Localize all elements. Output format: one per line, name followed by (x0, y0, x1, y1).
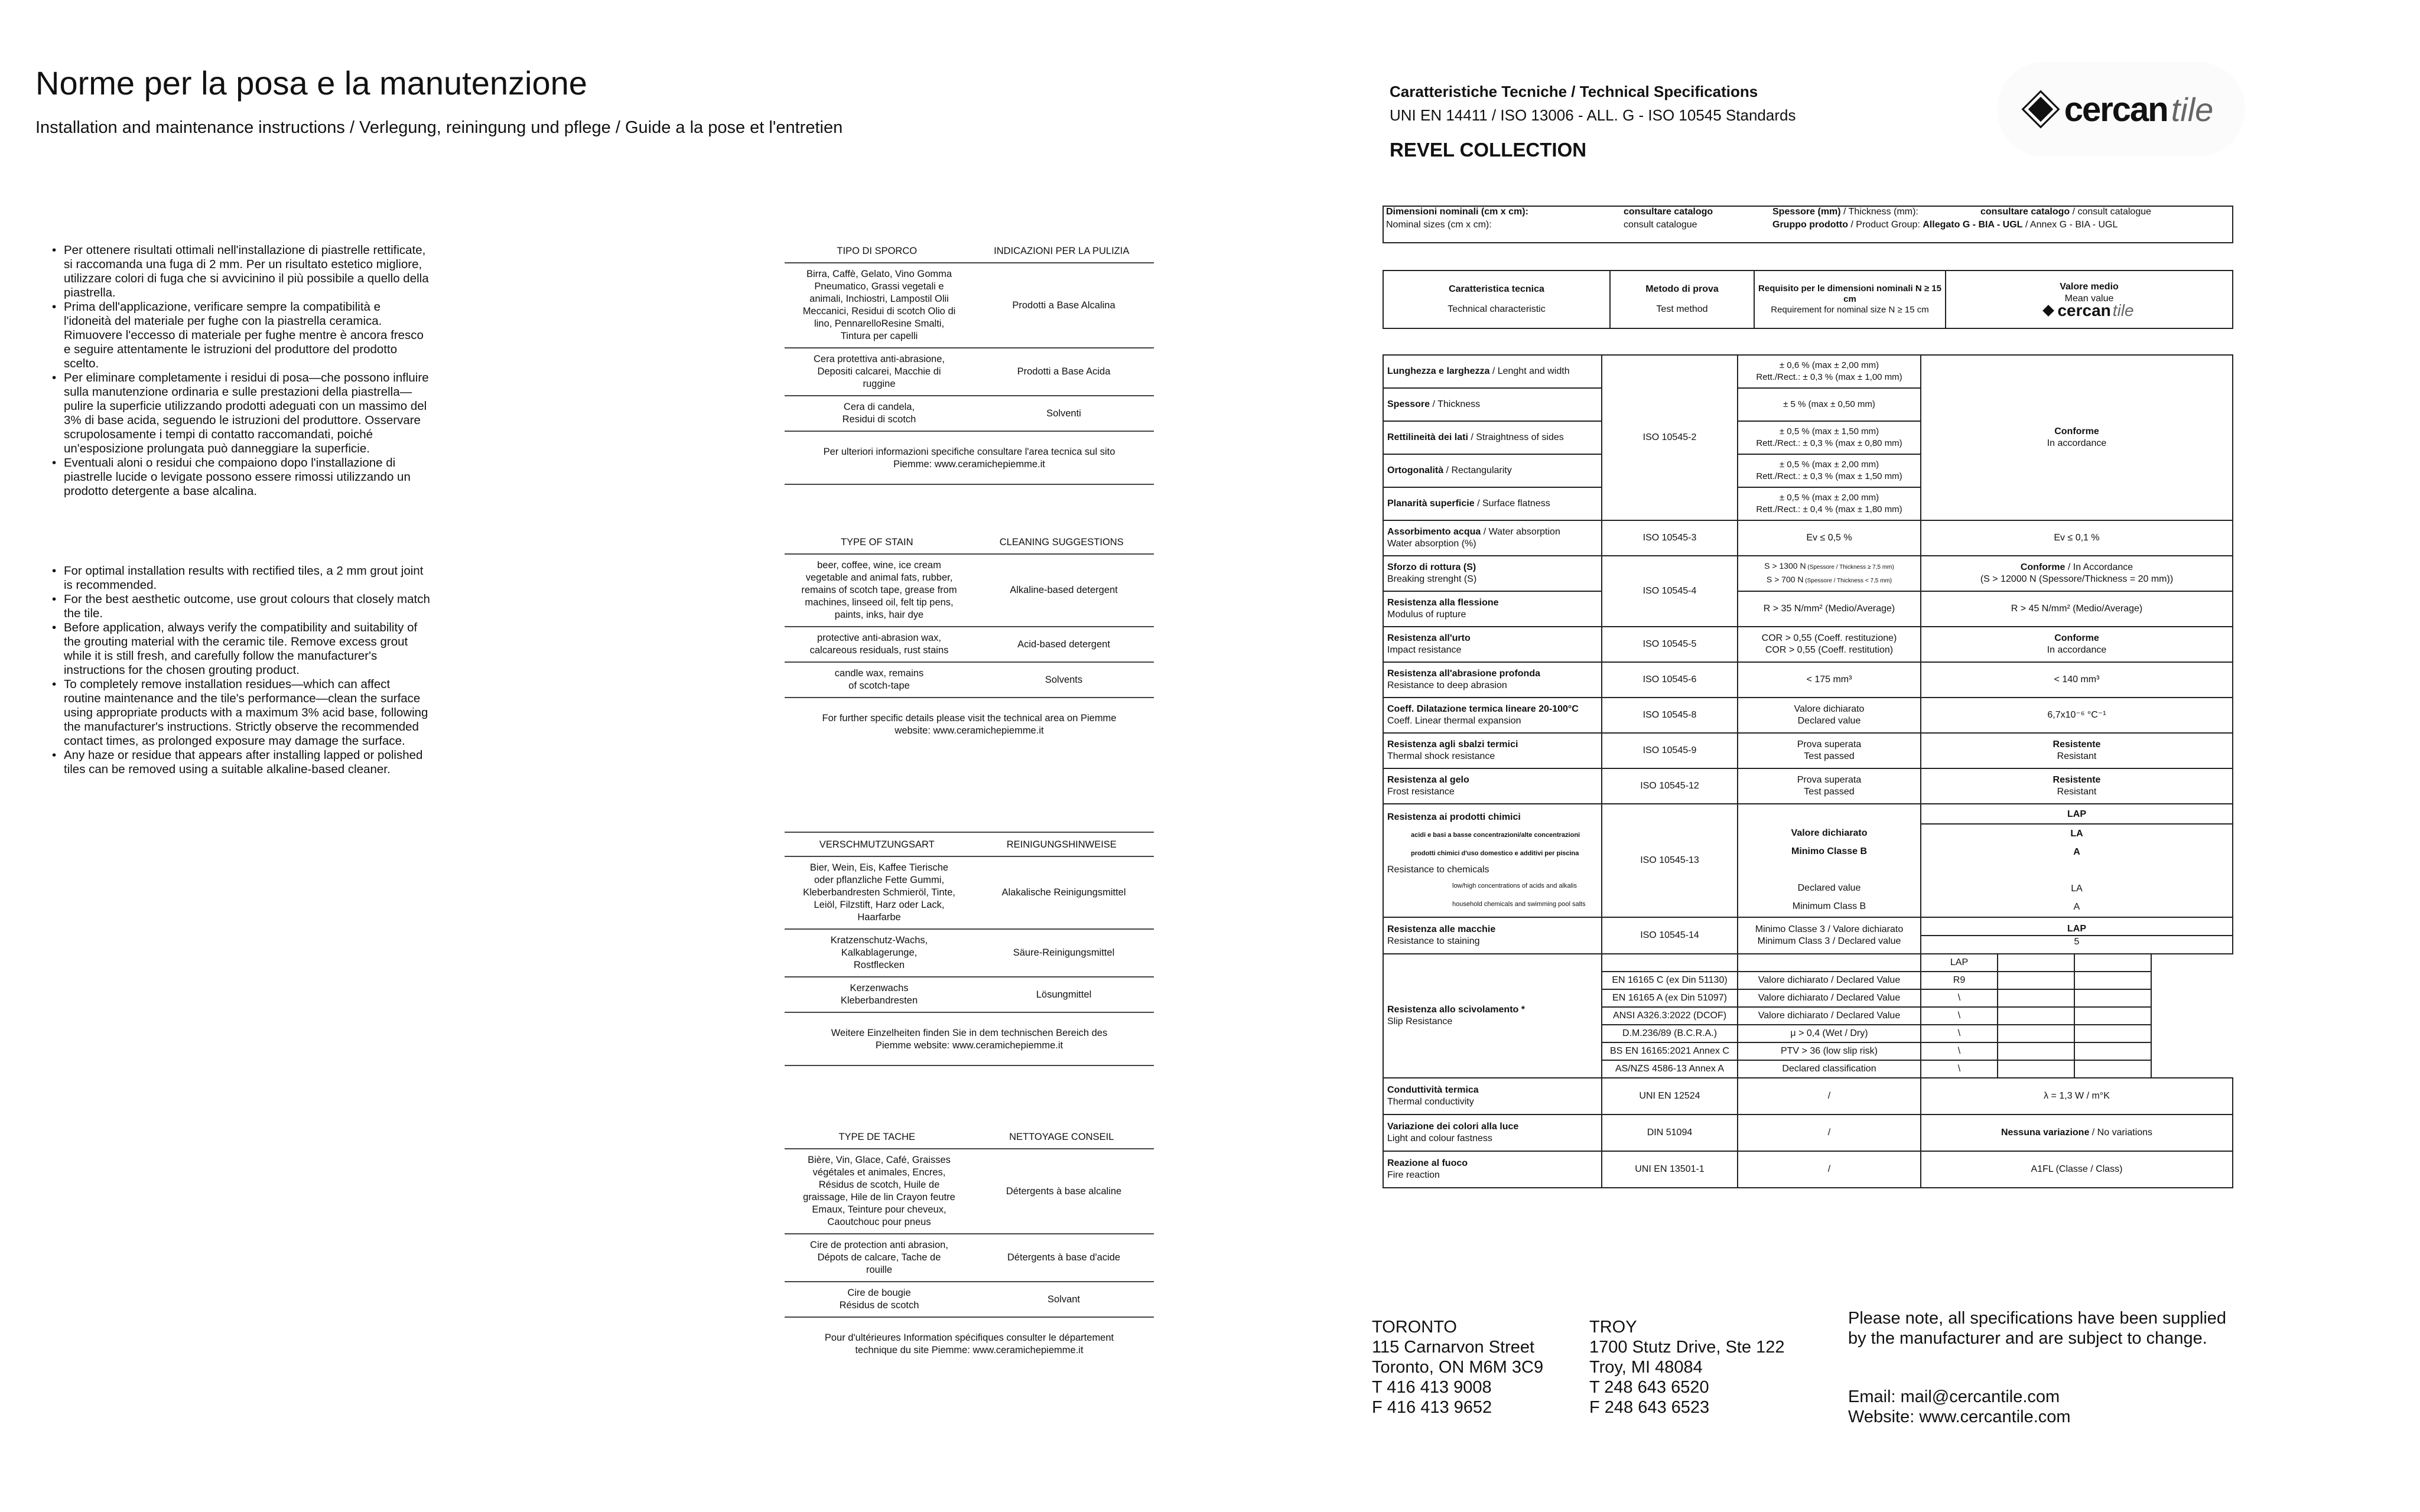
char-en: Resistance to chemicals (1387, 864, 1489, 875)
req-line: ± 0,5 % (max ± 2,00 mm) (1779, 460, 1879, 470)
italian-instructions (51, 243, 430, 498)
value-line: Conforme (2054, 633, 2099, 643)
value-bold: Conforme (2020, 562, 2066, 572)
req-line: ± 0,5 % (max ± 1,50 mm) (1779, 426, 1879, 436)
req-line: COR > 0,55 (Coeff. restituzione) (1761, 633, 1897, 643)
req-cell (1738, 917, 1921, 954)
cleaning-table-german (785, 832, 1154, 1066)
char-it: Resistenza all'abrasione profonda (1387, 669, 1540, 679)
cell-text: / consult catalogue (2070, 207, 2152, 217)
value-cell: < 140 mm³ (1921, 662, 2233, 698)
phone-line: T 248 643 6520 (1589, 1378, 1709, 1397)
list-item: • For optimal installation results with rectified tiles, a 2 mm grout joint is recommended. (64, 564, 430, 592)
slip-req: Valore dichiarato / Declared Value (1738, 1007, 1921, 1025)
char-it: Resistenza al gelo (1387, 775, 1469, 785)
method-cell: DIN 51094 (1602, 1115, 1738, 1151)
char-it: Resistenza allo scivolamento * (1387, 1005, 1525, 1015)
cell (1383, 627, 1602, 662)
req-line: ± 0,5 % (max ± 2,00 mm) (1779, 493, 1879, 503)
phone-line: T 416 413 9008 (1372, 1378, 1492, 1397)
slip-value: \ (1921, 1060, 1998, 1078)
header-label-en: Technical characteristic (1448, 304, 1546, 314)
cercan-tile-logo-small (2044, 301, 2134, 320)
value-line: 5 (2074, 937, 2080, 947)
req-cell (1738, 355, 1921, 388)
cell (1383, 421, 1602, 454)
cell (1383, 454, 1602, 487)
char-sub: household chemicals and swimming pool salts (1452, 900, 1586, 908)
req-cell (1738, 804, 1921, 917)
cleaning-cell: Prodotti a Base Alcalina (1012, 299, 1115, 311)
req-line: Prova superata (1797, 739, 1862, 750)
char-en: Thermal shock resistance (1387, 751, 1495, 761)
cell (1383, 520, 1602, 556)
req-cell (1738, 768, 1921, 804)
req-note: (Spessore / Thickness < 7,5 mm) (1803, 578, 1892, 584)
diamond-icon (2043, 305, 2055, 317)
cleaning-cell: Détergents à base d'acide (1007, 1252, 1121, 1263)
method-cell: ISO 10545-6 (1602, 662, 1738, 698)
req-cell (1738, 733, 1921, 768)
req-line: Valore dichiarato (1794, 704, 1865, 714)
req-line: Rett./Rect.: ± 0,3 % (max ± 1,00 mm) (1756, 372, 1902, 382)
cleaning-table-french (785, 1125, 1154, 1370)
req-line: Declared value (1797, 716, 1861, 726)
cell (1610, 271, 1754, 328)
cleaning-cell: Alakalische Reinigungsmittel (1001, 887, 1126, 898)
char-it: Ortogonalità (1387, 465, 1444, 475)
cleaning-cell: Prodotti a Base Acida (1017, 366, 1111, 377)
req-cell: ± 5 % (max ± 0,50 mm) (1738, 388, 1921, 421)
char-sub: low/high concentrations of acids and alkalis (1452, 882, 1577, 889)
value-cell: R > 45 N/mm² (Medio/Average) (1921, 591, 2233, 627)
req-line: S > 700 N (1766, 575, 1804, 584)
char-it: Resistenza alle macchie (1387, 924, 1496, 934)
header-label: Metodo di prova (1645, 284, 1719, 294)
page-title: Norme per la posa e la manutenzione (35, 64, 587, 102)
stain-cell: Bière, Vin, Glace, Café, Graisses végétales et animales, Encres, Résidus de scotch, Huile de graissage, Hile de lin Crayon feutre Emaux, Teinture pour cheveux, Caoutchouc pour pneus (803, 1155, 955, 1227)
char-sub: acidi e basi a basse concentrazioni/alte concentrazioni (1411, 831, 1580, 839)
char-it: Resistenza all'urto (1387, 633, 1471, 643)
spec-main-table (1383, 354, 2233, 1188)
method-cell: ISO 10545-5 (1602, 627, 1738, 662)
value-line: In accordance (2047, 438, 2107, 448)
req-line: Minimo Classe B (1791, 846, 1868, 856)
char-it: Resistenza alla flessione (1387, 598, 1499, 608)
slip-method: EN 16165 C (ex Din 51130) (1602, 972, 1738, 989)
value-bold: Nessuna variazione (2001, 1128, 2090, 1138)
cell (1383, 662, 1602, 698)
list-item: • Per ottenere risultati ottimali nell'installazione di piastrelle rettificate, si raccomanda una fuga di 2 mm. Per un risultato estetico migliore, utilizzare colori di fuga che si avvicinino il più possibile a quello della piastrella. (64, 243, 430, 300)
address-line: TORONTO (1372, 1318, 1457, 1337)
char-it: Conduttività termica (1387, 1085, 1479, 1095)
char-en: / Thickness (1430, 399, 1481, 409)
method-cell: UNI EN 12524 (1602, 1078, 1738, 1115)
header-label: Requisito per le dimensioni nominali N ≥ 15 cm (1758, 284, 1941, 304)
cell (1383, 804, 1602, 917)
cleaning-cell: Solvents (1045, 674, 1083, 685)
char-en: Resistance to deep abrasion (1387, 680, 1507, 690)
slip-value: \ (1921, 1025, 1998, 1042)
slip-method: BS EN 16165:2021 Annex C (1602, 1042, 1738, 1060)
table-row (785, 857, 1154, 930)
cell (1946, 271, 2233, 328)
table-note: For further specific details please visit the technical area on Piemme website: www.ceramichepiemme.it (822, 713, 1117, 736)
slip-method: EN 16165 A (ex Din 51097) (1602, 989, 1738, 1007)
value-cell (1921, 1115, 2233, 1151)
req-line: Minimum Class 3 / Declared value (1757, 936, 1901, 946)
cleaning-cell: Säure-Reinigungsmittel (1013, 947, 1115, 958)
value-cell (1921, 355, 2233, 520)
char-it: Sforzo di rottura (S) (1387, 562, 1476, 572)
slip-value: R9 (1921, 972, 1998, 989)
char-en: Resistance to staining (1387, 936, 1480, 946)
value-cell (1921, 627, 2233, 662)
fax-line: F 416 413 9652 (1372, 1398, 1492, 1417)
cell (1383, 591, 1602, 627)
cleaning-cell: Solvant (1047, 1293, 1081, 1305)
char-it: Coeff. Dilatazione termica lineare 20-100°C (1387, 704, 1579, 714)
cell (1754, 271, 1946, 328)
cleaning-table-english (785, 530, 1154, 750)
char-en: Frost resistance (1387, 787, 1455, 797)
cell: Nominal sizes (cm x cm): (1386, 220, 1492, 230)
method-cell: ISO 10545-2 (1602, 355, 1738, 520)
toronto-address (1372, 1317, 1543, 1418)
spec-header-table (1383, 270, 2233, 329)
slip-req: PTV > 36 (low slip risk) (1738, 1042, 1921, 1060)
char-en: Fire reaction (1387, 1170, 1440, 1180)
char-it: Planarità superficie (1387, 498, 1475, 509)
header-label-en: Requirement for nominal size N ≥ 15 cm (1771, 305, 1929, 315)
char-it: Variazione dei colori alla luce (1387, 1122, 1519, 1132)
address-line: 1700 Stutz Drive, Ste 122 (1589, 1338, 1785, 1357)
column-header: TIPO DI SPORCO (837, 246, 918, 256)
char-en: Coeff. Linear thermal expansion (1387, 716, 1521, 726)
collection-name: REVEL COLLECTION (1390, 139, 1587, 161)
char-en: Light and colour fastness (1387, 1133, 1492, 1143)
column-header: INDICAZIONI PER LA PULIZIA (994, 246, 1130, 256)
method-cell: ISO 10545-9 (1602, 733, 1738, 768)
stain-cell: Birra, Caffè, Gelato, Vino Gomma Pneumatico, Grassi vegetali e animali, Inchiostri, Lampostil Olii Meccanici, Residui di scotch Olio di lino, PennarelloResine Smalti, Tintura per capelli (802, 269, 956, 341)
cell (1383, 954, 1602, 1078)
char-en: / Lenght and width (1489, 366, 1570, 376)
method-cell: UNI EN 13501-1 (1602, 1151, 1738, 1188)
list-item: • To completely remove installation residues—which can affect routine maintenance and the tile's performance—clean the surface using appropriate products with a maximum 3% acid base, following the manufacturer's instructions. Strictly observe the recommended contact times, as prolonged exposure may damage the surface. (64, 677, 430, 748)
value-line: (S > 12000 N (Spessore/Thickness = 20 mm)) (1980, 574, 2174, 584)
address-line: TROY (1589, 1318, 1637, 1337)
cell (1977, 206, 2233, 219)
method-cell: ISO 10545-3 (1602, 520, 1738, 556)
cell (1769, 206, 1977, 219)
list-item: • Any haze or residue that appears after installing lapped or polished tiles can be removed using a suitable alkaline-based cleaner. (64, 748, 430, 777)
cleaning-table-italian (785, 239, 1154, 485)
stain-cell: Kratzenschutz-Wachs, Kalkablagerunge, Rostflecken (830, 935, 928, 970)
list-item: • Prima dell'applicazione, verificare sempre la compatibilità e l'idoneità del materiale per fughe con la piastrella ceramica. Rimuovere l'eccesso di materiale per fughe mentre è ancora fresco e seguire attentamente le istruzioni del produttore del prodotto scelto. (64, 300, 430, 371)
contact-info (1848, 1387, 2071, 1427)
stain-cell: candle wax, remains of scotch-tape (834, 668, 924, 691)
char-it: Resistenza ai prodotti chimici (1387, 812, 1521, 822)
char-it: Lunghezza e larghezza (1387, 366, 1490, 376)
column-header: VERSCHMUTZUNGSART (819, 839, 935, 850)
req-cell (1738, 454, 1921, 487)
table-row (785, 348, 1154, 396)
list-item: • Before application, always verify the compatibility and suitability of the grouting material with the ceramic tile. Remove excess grout while it is still fresh, and carefully follow the manufacturer's instructions for the chosen grouting product. (64, 621, 430, 677)
value-cell: A1FL (Classe / Class) (1921, 1151, 2233, 1188)
req-line: Rett./Rect.: ± 0,4 % (max ± 1,80 mm) (1756, 504, 1902, 514)
table-note: Per ulteriori informazioni specifiche consultare l'area tecnica sul sito Piemme: www.ceramichepiemme.it (785, 432, 1154, 485)
char-en: / Rectangularity (1443, 465, 1512, 475)
stain-cell: Kerzenwachs Kleberbandresten (840, 983, 918, 1006)
value-line: Resistente (2053, 739, 2101, 750)
method-cell: ISO 10545-14 (1602, 917, 1738, 954)
req-line: Prova superata (1797, 775, 1862, 785)
req-line: Valore dichiarato (1791, 828, 1868, 838)
char-it: Assorbimento acqua (1387, 527, 1481, 537)
cell: Dimensioni nominali (cm x cm): (1386, 207, 1528, 217)
char-en: / Straightness of sides (1468, 432, 1564, 442)
cercan-tile-logo (1997, 62, 2245, 157)
logo-suffix: tile (2112, 301, 2134, 320)
req-cell: R > 35 N/mm² (Medio/Average) (1738, 591, 1921, 627)
method-cell: ISO 10545-8 (1602, 698, 1738, 733)
address-line: 115 Carnarvon Street (1372, 1338, 1535, 1357)
req-line: Minimum Class B (1792, 901, 1866, 911)
stain-cell: protective anti-abrasion wax, calcareous residuals, rust stains (809, 633, 949, 656)
char-en: Impact resistance (1387, 645, 1462, 655)
column-header: TYPE OF STAIN (840, 537, 913, 548)
value-cell (1921, 733, 2233, 768)
value-line: LA (2070, 829, 2083, 839)
nominal-table (1383, 206, 2233, 232)
list-item: • Eventuali aloni o residui che compaiono dopo l'installazione di piastrelle lucide o levigate possono essere rimossi utilizzando un prodotto detergente a base alcalina. (64, 456, 430, 498)
table-row (785, 1282, 1154, 1318)
value-line: In accordance (2047, 645, 2107, 655)
req-line: Rett./Rect.: ± 0,3 % (max ± 0,80 mm) (1756, 438, 1902, 448)
value-line: LAP (1921, 805, 2232, 825)
req-line: Test passed (1804, 787, 1855, 797)
specs-standards: UNI EN 14411 / ISO 13006 - ALL. G - ISO 10545 Standards (1390, 106, 1796, 124)
specs-title: Caratteristiche Tecniche / Technical Specifications (1390, 83, 1758, 100)
cell-bold: Allegato G - BIA - UGL (1923, 220, 2023, 230)
value-cell (1921, 556, 2233, 591)
english-instructions (51, 564, 430, 777)
cell-text: / Annex G - BIA - UGL (2022, 220, 2118, 230)
value-line: Resistant (2057, 787, 2097, 797)
cell: consult catalogue (1624, 220, 1697, 230)
cell-bold: Gruppo prodotto (1772, 220, 1848, 230)
cell (1383, 388, 1602, 421)
cell-text: / Thickness (mm): (1840, 207, 1918, 217)
value-line: LA (2071, 884, 2083, 894)
value-line: Resistente (2053, 775, 2101, 785)
char-it: Reazione al fuoco (1387, 1158, 1468, 1168)
table-note: Weitere Einzelheiten finden Sie in dem technischen Bereich des Piemme website: www.ceramichepiemme.it (785, 1013, 1154, 1066)
cell (1383, 1151, 1602, 1188)
cell (1383, 487, 1602, 520)
value-cell: 6,7x10⁻⁶ °C⁻¹ (1921, 698, 2233, 733)
req-cell (1738, 421, 1921, 454)
table-row (785, 263, 1154, 348)
method-cell: ISO 10545-13 (1602, 804, 1738, 917)
req-cell: / (1738, 1078, 1921, 1115)
list-item: • Per eliminare completamente i residui di posa—che possono influire sulla manutenzione ordinaria e sulle prestazioni della piastrella—pulire la superficie utilizzando prodotti adeguati con un massimo del 3% di base acida, seguendo le istruzioni del produttore. Osservare scrupolosamente i tempi di contatto raccomandati, poiché un'esposizione prolungata può danneggiare la superficie. (64, 371, 430, 456)
cell (1383, 556, 1602, 591)
slip-value: \ (1921, 989, 1998, 1007)
cleaning-cell: Détergents à base alcaline (1006, 1185, 1122, 1197)
req-cell (1738, 556, 1921, 591)
cleaning-cell: Acid-based detergent (1017, 638, 1110, 650)
list-item: • For the best aesthetic outcome, use grout colours that closely match the tile. (64, 592, 430, 621)
value-cell (1921, 917, 2233, 954)
logo-brand: cercan (2064, 90, 2168, 129)
cleaning-cell: Solventi (1046, 408, 1081, 419)
cell (1383, 733, 1602, 768)
method-cell: ISO 10545-4 (1602, 556, 1738, 627)
slip-req: Valore dichiarato / Declared Value (1738, 989, 1921, 1007)
req-cell: / (1738, 1115, 1921, 1151)
cell: consultare catalogo (1624, 207, 1713, 217)
website-link[interactable]: Website: www.cercantile.com (1848, 1407, 2071, 1426)
cell-bold: consultare catalogo (1980, 207, 2070, 217)
table-row (785, 1234, 1154, 1282)
column-header: REINIGUNGSHINWEISE (1006, 839, 1117, 850)
slip-method: ANSI A326.3:2022 (DCOF) (1602, 1007, 1738, 1025)
value-cell (1921, 768, 2233, 804)
header-label: Valore medio (2060, 281, 2119, 292)
column-header: CLEANING SUGGESTIONS (999, 537, 1124, 548)
slip-method: AS/NZS 4586-13 Annex A (1602, 1060, 1738, 1078)
req-line: S > 1300 N (1764, 561, 1806, 571)
cell (1383, 768, 1602, 804)
char-en: Thermal conductivity (1387, 1097, 1474, 1107)
value-line: Conforme (2054, 426, 2099, 436)
req-line: ± 0,6 % (max ± 2,00 mm) (1779, 360, 1879, 370)
column-header: TYPE DE TACHE (838, 1132, 916, 1142)
troy-address (1589, 1317, 1784, 1418)
req-cell: Ev ≤ 0,5 % (1738, 520, 1921, 556)
req-line: COR > 0,55 (Coeff. restitution) (1765, 645, 1894, 655)
table-row (785, 396, 1154, 432)
value-text: / No variations (2089, 1128, 2153, 1138)
page-subtitle: Installation and maintenance instructions / Verlegung, reiningung und pflege / Guide a la pose et l'entretien (35, 118, 843, 137)
method-cell: ISO 10545-12 (1602, 768, 1738, 804)
value-line: LAP (1921, 923, 2232, 936)
char-it: Spessore (1387, 399, 1430, 409)
slip-req: Valore dichiarato / Declared Value (1738, 972, 1921, 989)
cell (1383, 917, 1602, 954)
table-row (785, 930, 1154, 977)
stain-cell: Cire de protection anti abrasion, Dépots de calcare, Tache de rouille (810, 1240, 948, 1275)
slip-value: \ (1921, 1007, 1998, 1025)
req-line: Rett./Rect.: ± 0,3 % (max ± 1,50 mm) (1756, 471, 1902, 481)
req-line: Declared value (1797, 883, 1861, 893)
req-cell (1738, 698, 1921, 733)
char-it: Resistenza agli sbalzi termici (1387, 739, 1518, 750)
column-header: NETTOYAGE CONSEIL (1009, 1132, 1114, 1142)
req-line: Minimo Classe 3 / Valore dichiarato (1755, 924, 1904, 934)
value-line: A (2073, 847, 2080, 857)
slip-col-header: LAP (1921, 954, 1998, 972)
char-it: Rettilineità dei lati (1387, 432, 1468, 442)
req-cell: < 175 mm³ (1738, 662, 1921, 698)
char-en: Breaking strenght (S) (1387, 574, 1477, 584)
value-line: A (2073, 902, 2080, 912)
cell-text: / Product Group: (1847, 220, 1923, 230)
address-line: Toronto, ON M6M 3C9 (1372, 1358, 1544, 1377)
slip-req: Declared classification (1738, 1060, 1921, 1078)
header-label-en: Test method (1656, 304, 1708, 314)
char-en: Modulus of rupture (1387, 610, 1466, 620)
table-row (785, 663, 1154, 698)
cleaning-cell: Alkaline-based detergent (1010, 585, 1118, 595)
table-row (785, 977, 1154, 1013)
cell-bold: Spessore (mm) (1772, 207, 1841, 217)
cell (1383, 271, 1610, 328)
table-note: Pour d'ultérieures Information spécifiques consulter le département technique du site Piemme: www.ceramichepiemme.it (824, 1332, 1114, 1355)
char-en: Water absorption (%) (1387, 539, 1476, 549)
table-row (785, 1149, 1154, 1234)
char-en: / Water absorption (1481, 527, 1560, 537)
cell (1383, 355, 1602, 388)
stain-cell: Cire de bougie Résidus de scotch (839, 1288, 919, 1311)
diamond-icon (2024, 93, 2057, 126)
req-cell: / (1738, 1151, 1921, 1188)
cell (1383, 1078, 1602, 1115)
value-text: / In Accordance (2065, 562, 2133, 572)
fax-line: F 248 643 6523 (1589, 1398, 1710, 1417)
header-label-en: Mean value (2064, 293, 2114, 304)
value-line: Resistant (2057, 751, 2097, 761)
req-cell (1738, 487, 1921, 520)
req-line: Test passed (1804, 751, 1855, 761)
header-label: Caratteristica tecnica (1449, 284, 1544, 294)
disclaimer-note: Please note, all specifications have been supplied by the manufacturer and are subject to change. (1848, 1309, 2227, 1348)
cell (1769, 219, 2233, 232)
slip-method: D.M.236/89 (B.C.R.A.) (1602, 1025, 1738, 1042)
value-cell: Ev ≤ 0,1 % (1921, 520, 2233, 556)
address-line: Troy, MI 48084 (1589, 1358, 1703, 1377)
table-row (785, 627, 1154, 663)
char-en: / Surface flatness (1474, 498, 1550, 509)
stain-cell: beer, coffee, wine, ice cream vegetable and animal fats, rubber, remains of scotch tape, grease from machines, linseed oil, felt tip pens, paints, inks, hair dye (801, 560, 957, 620)
req-note: (Spessore / Thickness ≥ 7,5 mm) (1806, 564, 1894, 571)
email-link[interactable]: Email: mail@cercantile.com (1848, 1387, 2060, 1406)
stain-cell: Cera di candela, Residui di scotch (842, 402, 916, 425)
char-sub: prodotti chimici d'uso domestico e additivi per piscina (1411, 849, 1579, 857)
logo-brand: cercan (2057, 301, 2111, 320)
char-en: Slip Resistance (1387, 1016, 1453, 1027)
stain-cell: Bier, Wein, Eis, Kaffee Tierische oder pflanzliche Fette Gummi, Kleberbandresten Schmieröl, Tinte, Leiöl, Filzstift, Harz oder Lack, Haarfarbe (803, 862, 955, 923)
cell (1383, 1115, 1602, 1151)
table-row (785, 555, 1154, 627)
stain-cell: Cera protettiva anti-abrasione, Depositi calcarei, Macchie di ruggine (814, 354, 945, 389)
cell (1383, 698, 1602, 733)
value-cell (1921, 804, 2233, 917)
req-cell (1738, 627, 1921, 662)
slip-req: μ > 0,4 (Wet / Dry) (1738, 1025, 1921, 1042)
slip-value: \ (1921, 1042, 1998, 1060)
cleaning-cell: Lösungmittel (1036, 989, 1092, 1000)
value-cell: λ = 1,3 W / m°K (1921, 1078, 2233, 1115)
logo-suffix: tile (2171, 90, 2214, 128)
